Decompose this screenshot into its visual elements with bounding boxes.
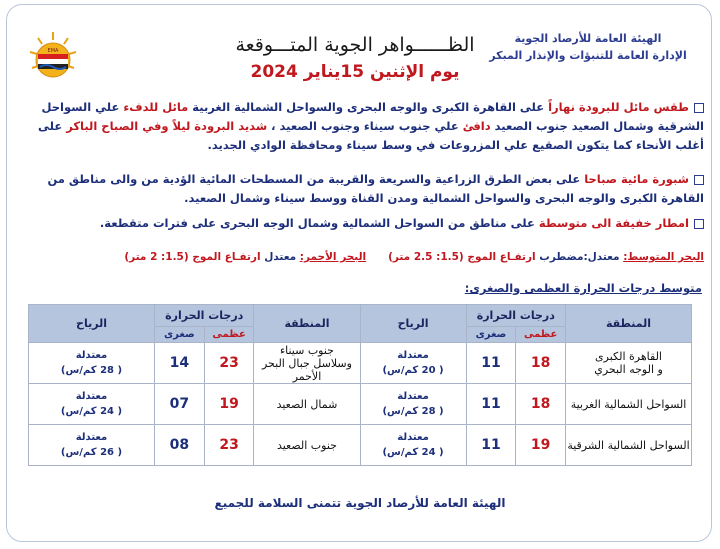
page-title: الظــــــواهر الجوية المتـــوقعة: [235, 34, 475, 56]
col-header-wind: الرياح: [360, 305, 466, 343]
wind-cell: معتدلة ( 24 كم/س): [360, 425, 466, 466]
table-section-title: متوسط درجات الحرارة العظمى والصغرى:: [464, 281, 702, 295]
org-header: [488, 30, 688, 64]
col-header-wind: الرياح: [29, 305, 155, 343]
col-header-max: عظمى: [516, 327, 566, 343]
table-row: [29, 343, 692, 384]
region-cell: شمال الصعيد: [254, 384, 360, 425]
footer-message: الهيئة العامة للأرصاد الجوية تتمنى السلامة للجميع: [214, 496, 506, 510]
region-cell: السواحل الشمالية الشرقية: [566, 425, 692, 466]
wind-cell: معتدلة ( 26 كم/س): [29, 425, 155, 466]
wind-cell: معتدلة ( 24 كم/س): [29, 384, 155, 425]
ema-logo-icon: [28, 30, 78, 90]
bullet-square-icon: [694, 175, 704, 185]
table-row: [29, 425, 692, 466]
max-temp-cell: 18: [516, 384, 566, 425]
temperature-table: [28, 304, 692, 466]
region-cell: السواحل الشمالية الغربية: [566, 384, 692, 425]
col-header-min: صغرى: [466, 327, 516, 343]
region-cell: القاهرة الكبرى و الوجه البحري: [566, 343, 692, 384]
min-temp-cell: 08: [155, 425, 205, 466]
bullet-rain: امطار خفيفة الى متوسطة على مناطق من السواحل الشمالية وشمال الوجه البحرى على فترات متقطعة.: [16, 214, 704, 233]
sea-state: البحر المتوسط: معتدل:مضطرب ارتفـاع الموج (1.5: 2.5 متر) البحر الأحمر: معتدل ارتفـاع الموج (1.5: 2 متر): [124, 251, 704, 263]
col-header-temp: درجات الحرارة: [466, 305, 565, 327]
col-header-region: المنطقة: [254, 305, 360, 343]
wind-cell: معتدلة ( 28 كم/س): [360, 384, 466, 425]
wind-cell: معتدلة ( 28 كم/س): [29, 343, 155, 384]
wind-cell: معتدلة ( 20 كم/س): [360, 343, 466, 384]
bullet-fog: شبورة مائية صباحا على بعض الطرق الزراعية والسريعة والقريبة من المسطحات المائية الؤدية من والى مناطق من القاهرة الكبرى والوجه البحرى والسواحل الشمالية ومدن القناة ووسط سيناء وشمال الصعيد.: [47, 172, 704, 205]
min-temp-cell: 11: [466, 384, 516, 425]
bullet-square-icon: [694, 219, 704, 229]
max-temp-cell: 23: [204, 425, 254, 466]
region-cell: جنوب الصعيد: [254, 425, 360, 466]
min-temp-cell: 11: [466, 425, 516, 466]
col-header-min: صغرى: [155, 327, 205, 343]
forecast-date: يوم الإثنين 15يناير 2024: [250, 62, 460, 82]
red-sea-label: البحر الأحمر:: [299, 251, 367, 263]
col-header-max: عظمى: [204, 327, 254, 343]
max-temp-cell: 19: [516, 425, 566, 466]
max-temp-cell: 18: [516, 343, 566, 384]
max-temp-cell: 19: [204, 384, 254, 425]
region-cell: جنوب سيناء وسلاسل جبال البحر الأحمر: [254, 343, 360, 384]
org-name: الهيئة العامة للأرصاد الجوية: [514, 32, 662, 45]
col-header-temp: درجات الحرارة: [155, 305, 254, 327]
min-temp-cell: 07: [155, 384, 205, 425]
col-header-region: المنطقة: [566, 305, 692, 343]
table-row: [29, 384, 692, 425]
min-temp-cell: 11: [466, 343, 516, 384]
bullet-square-icon: [694, 103, 704, 113]
bullet-temperature: طقس مائل للبرودة نهاراً على القاهرة الكبرى والوجه البحرى والسواحل الشمالية الغربية مائل للدفء علي السواحل الشرقية وشمال الصعيد جنوب الصعيد دافئ علي جنوب سيناء وجنوب الصعيد ، شديد البرودة ليلاً وفي الصباح الباكر على أغلب الأنحاء كما يتكون الصقيع علي المزروعات في وسط سيناء ومحافظة الوادي الجديد.: [37, 100, 704, 152]
min-temp-cell: 14: [155, 343, 205, 384]
med-sea-label: البحر المتوسط:: [623, 251, 704, 263]
max-temp-cell: 23: [204, 343, 254, 384]
org-department: الإدارة العامة للتنبؤات والإنذار المبكر: [489, 49, 687, 62]
logo-label: EMA: [47, 48, 59, 54]
